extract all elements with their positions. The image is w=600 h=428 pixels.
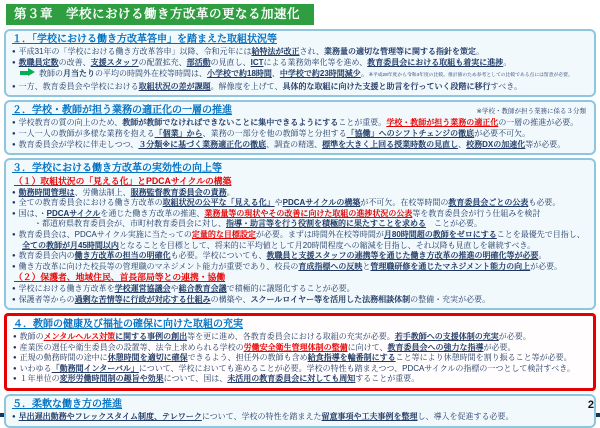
text-segment: 等が必要。 [525,139,566,149]
text-segment: 管理職研修を通じたマネジメント能力の向上 [370,261,531,271]
text-segment: 若手教師への支援体制の充実 [394,332,499,342]
text-segment: について、学校の特性を踏まえた [201,412,322,422]
text-segment: 総合教育会議 [178,283,227,293]
bullet-icon: ● [12,253,16,260]
text-segment: ICT [250,57,264,67]
text-segment: 給特法が改正 [251,47,300,56]
text-segment: 、業務の一部分を他の教師等と分担する [202,128,347,138]
text-segment: 労働安全衛生管理体制の整備 [243,342,348,352]
bullet-icon: ● [13,376,17,383]
bullet-icon: ● [12,296,16,303]
section-box-5 [4,394,596,428]
text-segment: 未活用の教育委員会に対しても周知 [227,374,356,384]
text-segment: が必要。 [498,332,531,342]
bullet-icon: ● [13,334,17,341]
text-segment: 休憩時間を適切に確保 [107,353,188,363]
text-segment: の構築や、 [210,294,251,304]
green-arrow-icon [20,68,35,77]
text-segment: 全ての教師が月45時間以内 [22,240,119,250]
text-segment: 過剰な苦情等に行政が対応する仕組み [74,294,211,304]
text-segment: 教育委員会が学校に伴走しつつ、 [18,139,139,149]
text-segment: 業務量等の現状やその改善に向けた取組の進捗状況の公表 [204,208,413,218]
text-segment: に向けて、 [347,342,388,352]
bullet-icon: ● [12,141,16,148]
text-segment: の平均の時間外在校等時間は、 [95,69,207,79]
section-box-4 [4,313,596,391]
text-segment: の一層の推進が必要。 [498,118,579,128]
text-segment: となることを目標として、将来的に平均値として月20時間程度への縮減を目指し、それ以降も見直しを継続すべき。 [118,240,536,250]
bullet-icon: ● [13,344,17,351]
text-segment: 。解像度を上げて、 [210,81,283,91]
text-segment: すべき。 [490,81,522,91]
section-box-3 [4,158,596,310]
text-segment: メンタルヘルス対策 [43,332,116,342]
text-segment: 一方、教育委員会や学校における [18,81,139,91]
text-segment: を通じた働き方改革の推進、 [100,208,205,218]
bullet-line [12,140,588,151]
text-segment: 教育委員会における取組も着実に進捗 [367,57,504,67]
text-segment: で積極的に議題化することが必要。 [226,283,355,293]
text-segment: について、学校においても進めることが必要。学校の特性も踏まえつつ、PDCAサイクルの指標の一つとして検討すべき。 [138,363,575,373]
text-segment: 。 [503,57,512,67]
text-segment: 変形労働時間制の趣旨や効果 [59,374,164,384]
text-segment: 「協働」へのシフトチェンジの徹底 [346,128,475,138]
bullet-line [12,412,588,423]
text-segment: 保護者等からの [18,294,75,304]
text-segment: 教師が教師でなければできないことに集中できるようにする [122,118,339,128]
bullet-icon: ● [12,49,16,55]
text-segment: の改善、 [58,57,91,67]
text-segment: 取組状況の差が課題 [138,81,211,91]
text-segment: 勤務時間管理は [18,187,75,197]
text-segment: 学校における働き方改革を [18,283,115,293]
text-segment: PDCAサイクル [46,208,101,218]
text-segment: 中学校で約23時間減少 [279,69,361,79]
text-segment: が必要。 [483,342,516,352]
bullet-line [13,353,587,364]
bullet-line [13,374,587,385]
bullet-line [12,188,588,199]
text-segment: 平成31年の「学校における働き方改革答申」以降、令和元年には [18,47,252,56]
text-segment: 給食指導を輪番制にする [307,353,396,363]
text-segment: 。 [476,47,485,56]
text-segment: 業務量の適切な管理等に関する指針を策定 [324,47,477,56]
section-box-1 [4,29,596,97]
section-box-2 [4,100,596,155]
bullet-line [12,47,588,58]
text-segment: 早出遅出勤務やフレックスタイム制度、テレワーク [18,412,202,422]
bullet-icon: ● [12,414,16,421]
arrow-result-line [12,68,588,82]
text-segment: や [170,283,179,293]
bullet-line [12,209,588,220]
text-segment: こと等により休憩時間を割り振ること等が必要。 [395,353,572,363]
bullet-line [12,219,588,230]
text-segment: 。 [538,251,547,261]
text-segment: 取組状況の公平な「見える化」 [162,198,275,208]
sub-heading: （２）保護者、地域住民、首長部局等との連携・協働 [14,272,226,283]
text-segment: 服務監督教育委員会の責務 [130,187,227,197]
text-segment: が必要。 [530,261,563,271]
bullet-icon: ● [13,355,17,362]
text-segment: 留意事項や工夫事例を整理 [321,412,418,422]
text-segment: され、 [299,47,325,56]
text-segment: 学校教育の質の向上のため、 [18,118,123,128]
text-segment: 「個業」から [154,128,203,138]
text-segment: 具体的な取組に向けた支援と助言を行っていく段階に移行 [282,81,491,91]
bullet-line [12,58,588,69]
bullet-line [12,251,588,262]
text-segment: 教職員定数 [18,57,59,67]
bullet-line [13,332,587,343]
bullet-line [12,198,588,209]
bullet-icon: ● [13,365,17,372]
text-segment: が不可欠。在校等時間の [360,198,449,208]
bullet-icon: ● [12,130,16,137]
text-segment: や [274,198,283,208]
text-segment: が必要。まずは時間外在校等時間が [255,230,384,240]
text-segment: 、 [271,69,280,79]
text-segment: PDCAサイクルの構築 [282,198,361,208]
text-segment: 月80時間超の教師をゼロにする [383,230,497,240]
bullet-line [12,118,588,129]
text-segment: 、調査の精選、 [266,139,323,149]
text-segment: と [362,261,371,271]
text-segment: 全ての教育委員会における働き方改革の [18,198,163,208]
bullet-line [12,129,588,140]
text-segment: の配置拡充、 [138,57,187,67]
bullet-icon: ● [12,120,16,127]
text-segment: ３分類※に基づく業務適正化の徹底 [138,139,267,149]
text-segment: 等を更に進め、各教育委員会における取組の充実が必要。 [187,332,395,342]
text-segment: 。 [360,69,369,79]
bullet-icon: ● [12,263,16,270]
text-segment: 教育委員会は、PDCAサイクル実施に当たっての [18,230,192,240]
text-segment: が必要不可欠。 [474,128,531,138]
text-segment: 教育委員会ごとの公表 [448,198,529,208]
text-segment: 小学校で約18時間 [207,69,272,79]
text-segment: に関する事例の創出 [115,332,188,342]
text-segment: 等を教育委員会が行う仕組みを検討 [412,208,541,218]
page-number: 2 [587,399,594,411]
text-segment: 産業医の選任や衛生委員会の設置等、法令上求められる学校の [19,342,244,352]
text-segment: 育成指標への反映 [298,261,363,271]
text-segment: 標準を大きく上回る授業時数の見直し [322,139,459,149]
bullet-icon: ● [12,210,16,217]
bullet-line [12,284,588,295]
text-segment: 働き方改革の担当の明確化 [74,251,171,261]
text-segment: について、国は、 [163,374,228,384]
text-segment: ※平成28年度から令和4年度の比較。推計値のため参考としての比較である点には留意が必要。 [368,73,573,79]
section-title-4: ４．教師の健康及び福祉の確保に向けた取組の充実 [13,319,243,331]
bullet-icon: ● [12,232,16,239]
text-segment: することが重要。 [355,374,420,384]
sections-container [4,29,596,428]
text-segment: ・都道府県教育委員会が、市町村教育委員会に対し、 [34,219,226,229]
text-segment: し、導入を促進する必要。 [417,412,514,422]
text-segment: 教育委員会内の [18,251,75,261]
text-segment: 学校・教師が担う業務の適正化 [386,118,499,128]
bullet-line [12,262,588,273]
text-segment: スクールロイヤー等を活用した法務相談体制 [250,294,411,304]
text-segment: 教師の [39,69,63,79]
text-segment: 学校運営協議会 [114,283,171,293]
text-segment: による業務効率化等を進め、 [263,57,368,67]
text-segment: 国は、・ [18,208,47,218]
section-title-1: １．「学校における働き方改革答申」を踏まえた取組状況等 [12,34,277,45]
bullet-line [12,82,588,93]
bullet-icon: ● [12,189,16,196]
text-segment: の見直し、 [210,57,251,67]
text-segment: 教師の [19,332,44,342]
text-segment: ことが必要。 [426,219,482,229]
text-segment: 定量的な目標設定 [191,230,256,240]
text-segment: いわゆる [19,363,52,373]
text-segment: ことが重要。 [338,118,387,128]
text-segment: 指導・助言等を行う役割を積極的に果たすことを求める [226,219,426,229]
text-segment: 教育委員会への強力な指導 [387,342,484,352]
text-segment: 校務DXの加速化 [466,139,526,149]
text-segment: 部活動 [186,57,211,67]
sub-heading: （１）取組状況の「見える化」とPDCAサイクルの構築 [14,176,232,187]
text-segment: 。 [226,187,235,197]
bullet-icon: ● [12,285,16,292]
text-segment: 支援スタッフ [90,57,139,67]
text-segment: の整備・充実が必要。 [410,294,491,304]
text-segment: １年単位の [19,374,60,384]
text-segment: 働き方改革に向けた校長等の管理職のマネジメント能力が重要であり、校長の [18,261,299,271]
text-segment: も必要。学校についても、 [170,251,267,261]
text-segment: 教職員と支援スタッフの連携等を通じた働き方改革の推進の明確化等が必要 [266,251,539,261]
chapter-title: 第３章 学校における働き方改革の更なる加速化 [14,7,301,21]
bullet-icon: ● [12,83,16,90]
section-title-5: ５．柔軟な働き方の推進 [12,399,122,411]
section-note-2: ※学校・教師が担う業務に係る３分類 [476,108,586,116]
bullet-line [13,364,587,375]
bullet-line [12,230,588,251]
text-segment: 正規の勤務時間の途中に [19,353,108,363]
text-segment: 一人一人の教師が多様な業務を抱える [18,128,155,138]
bullet-icon: ● [12,200,16,207]
text-segment: 「勤務間インターバル」 [51,363,139,373]
bullet-icon: ● [12,59,16,66]
text-segment: 、 [458,139,467,149]
text-segment: 、労働法制上、 [74,187,131,197]
text-segment: 月当たり [63,69,95,79]
bullet-line [12,295,588,306]
text-segment: できるよう、担任外の教師も含め [187,353,308,363]
section-title-2: ２．学校・教師が担う業務の適正化の一層の推進 [12,105,232,117]
text-segment: も必要。 [528,198,561,208]
text-segment: ことを最優先で目指し、 [496,230,585,240]
bullet-line [13,343,587,354]
section-title-3: ３．学校における働き方改革の実効性の向上等 [12,163,222,175]
chapter-header [6,4,314,25]
